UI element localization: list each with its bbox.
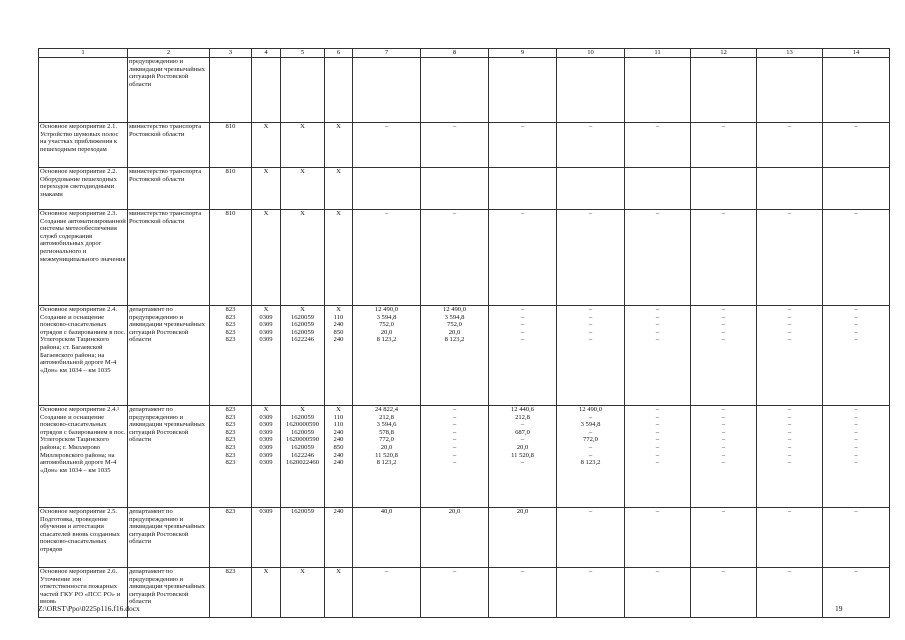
value-cell [557,568,625,618]
table-row [39,406,890,508]
budget-table-sheet [38,48,860,606]
value-cell-text: – [520,568,525,575]
value-cell [325,123,353,168]
value-cell [823,58,890,123]
value-cell-text: – [588,568,593,575]
value-cell [421,306,489,406]
value-cell [625,406,691,508]
value-cell-text: – [520,123,525,130]
column-number: 8 [421,49,489,58]
value-cell [757,168,823,210]
value-cell [210,306,252,406]
value-cell [691,168,757,210]
value-cell-text: 12 440,6 212,8 – 687,0 – 20,0 11 520,8 – [510,406,535,467]
value-cell [557,306,625,406]
value-cell [691,58,757,123]
value-cell-text: – [384,568,389,575]
column-number: 2 [128,49,210,58]
column-number: 4 [252,49,281,58]
activity-name-cell: Основное мероприятие 2.3. Создание автоматизированной системы метеообеспечения служб содержания автомобильных дорог регионального и межмуниципального значения [39,210,128,306]
value-cell-text: – – – – – – – – [452,406,457,467]
executor-cell: министерство транспорта Ростовской области [128,168,210,210]
value-cell-text: X [336,568,341,575]
value-cell [557,58,625,123]
value-cell [757,210,823,306]
value-cell-text: X [263,568,269,575]
value-cell [489,123,557,168]
value-cell [691,568,757,618]
value-cell [625,306,691,406]
value-cell [691,508,757,568]
value-cell [557,210,625,306]
value-cell [757,123,823,168]
value-cell-text: – [588,210,593,217]
activity-name-cell: Основное мероприятие 2.2. Оборудование пешеходных переходов светодиодными знаками [39,168,128,210]
value-cell [210,508,252,568]
value-cell [353,568,421,618]
table-row [39,58,890,123]
value-cell-text: – [721,123,726,130]
column-number: 9 [489,49,557,58]
value-cell [823,406,890,508]
value-cell [691,123,757,168]
value-cell [421,568,489,618]
value-cell-text: 20,0 [516,508,529,515]
value-cell-text: 240 [333,508,344,515]
value-cell-text: – [655,210,660,217]
value-cell-text: X [300,168,305,175]
value-cell [210,406,252,508]
value-cell [625,123,691,168]
value-cell-text: – – – – – [520,306,525,344]
value-cell [757,306,823,406]
value-cell-text: X [336,123,341,130]
value-cell-text: – [655,568,660,575]
value-cell [489,406,557,508]
value-cell [557,508,625,568]
value-cell-text: X 1620059 1620059 1620059 1622246 [290,306,315,344]
value-cell [252,406,281,508]
value-cell [489,306,557,406]
column-number: 6 [325,49,353,58]
table-row [39,168,890,210]
value-cell [281,508,325,568]
value-cell [210,210,252,306]
value-cell-text: – [787,508,792,515]
value-cell-text: X [300,123,305,130]
value-cell [281,568,325,618]
value-cell-text: – [787,123,792,130]
value-cell [625,168,691,210]
value-cell [210,568,252,618]
value-cell [353,58,421,123]
value-cell [252,123,281,168]
value-cell-text: – [854,123,858,130]
value-cell-text: X 110 240 850 240 [333,306,344,344]
column-number: 11 [625,49,691,58]
value-cell-text: 12 490,0 3 594,8 752,0 20,0 8 123,2 [374,306,399,344]
value-cell [281,168,325,210]
value-cell-text: X [263,210,269,217]
value-cell-text: – – – – – – – – [854,406,858,467]
executor-cell: министерство транспорта Ростовской области [128,123,210,168]
value-cell-text: X [263,168,269,175]
value-cell [252,168,281,210]
value-cell [691,406,757,508]
value-cell-text: – [452,123,457,130]
value-cell [757,568,823,618]
value-cell-text: – [787,210,792,217]
value-cell-text: – [854,568,858,575]
value-cell [489,210,557,306]
value-cell [489,508,557,568]
executor-cell: департамент по предупреждению и ликвидации чрезвычайных ситуаций Ростовской области [128,568,210,618]
value-cell [421,406,489,508]
value-cell [757,508,823,568]
value-cell-text: – – – – – [787,306,792,344]
value-cell [252,508,281,568]
value-cell [353,123,421,168]
value-cell-text: – [384,210,389,217]
column-number: 7 [353,49,421,58]
table-row [39,306,890,406]
value-cell [353,508,421,568]
value-cell [421,210,489,306]
value-cell-text: – [655,508,660,515]
value-cell-text: – [787,568,792,575]
value-cell [353,210,421,306]
value-cell-text: X [300,210,305,217]
value-cell-text: 40,0 [380,508,393,515]
value-cell-text: – [588,123,593,130]
executor-cell: департамент по предупреждению и ликвидации чрезвычайных ситуаций Ростовской области [128,306,210,406]
column-number: 14 [823,49,890,58]
value-cell-text: X 0309 0309 0309 0309 [259,306,273,344]
value-cell-text: 823 823 823 823 823 [225,306,236,344]
value-cell [625,568,691,618]
value-cell [325,406,353,508]
value-cell [252,568,281,618]
value-cell-text: X [263,123,269,130]
activity-name-cell: Основное мероприятие 2.4.¹ Создание и оснащение поисково-спасательных отрядов с базированием в пос. Углегорском Тацинского района; г. Миллерово Миллеровского района; на автомобильной дороге М-4 «Дон» км 1034 – км 1035 [39,406,128,508]
column-number: 5 [281,49,325,58]
value-cell-text: – [588,508,593,515]
executor-cell: департамент по предупреждению и ликвидации чрезвычайных ситуаций Ростовской области [128,406,210,508]
value-cell [823,568,890,618]
value-cell [823,306,890,406]
value-cell [823,210,890,306]
value-cell-text: – – – – – [655,306,660,344]
value-cell-text: – [721,508,726,515]
value-cell [252,306,281,406]
value-cell-text: – [721,210,726,217]
value-cell [823,123,890,168]
value-cell-text: – [384,123,389,130]
value-cell-text: 823 [225,568,236,575]
column-number: 1 [39,49,128,58]
value-cell-text: 1620059 [290,508,315,515]
value-cell [757,406,823,508]
value-cell [281,210,325,306]
value-cell-text: – – – – – [721,306,726,344]
value-cell [691,210,757,306]
value-cell-text: 810 [225,210,236,217]
value-cell [691,306,757,406]
executor-cell: департамент по предупреждению и ликвидации чрезвычайных ситуаций Ростовской области [128,508,210,568]
value-cell-text: X 1620059 1620000590 1620059 1620000590 1620059 1622246 1620022460 [286,406,319,467]
activity-name-cell: Основное мероприятие 2.1. Устройство шумовых полос на участках приближения к пешеходным переходам [39,123,128,168]
value-cell [625,508,691,568]
executor-cell: предупреждению и ликвидации чрезвычайных ситуаций Ростовской области [128,58,210,123]
value-cell-text: X 110 110 240 240 850 240 240 [333,406,344,467]
value-cell [489,568,557,618]
value-cell [325,210,353,306]
value-cell-text: – – – – – – – – [721,406,726,467]
value-cell-text: – – – – – [854,306,858,344]
value-cell [353,406,421,508]
value-cell-text: – [721,568,726,575]
value-cell-text: – [520,210,525,217]
value-cell-text: – [655,123,660,130]
value-cell-text: X [300,568,305,575]
value-cell-text: – [452,568,457,575]
value-cell [421,168,489,210]
table-row [39,568,890,618]
value-cell [325,168,353,210]
value-cell [281,58,325,123]
column-number: 12 [691,49,757,58]
value-cell [625,210,691,306]
value-cell-text: 12 490,0 – 3 594,8 – 772,0 – – 8 123,2 [578,406,603,467]
activity-name-cell: Основное мероприятие 2.4. Создание и оснащение поисково-спасательных отрядов с базированием в пос. Углегорском Тацинского района; ст. Багаевской Багаевского района; на автомобильной дороге М-4 «Дон» км 1034 – км 1035 [39,306,128,406]
value-cell-text: – [854,210,858,217]
value-cell [252,58,281,123]
value-cell [325,508,353,568]
value-cell [325,58,353,123]
page-number: 19 [835,604,843,613]
value-cell [210,58,252,123]
value-cell-text: 0309 [259,508,273,515]
value-cell [557,123,625,168]
table-row [39,210,890,306]
value-cell [325,306,353,406]
value-cell [421,58,489,123]
value-cell [489,168,557,210]
value-cell-text: 12 490,0 3 594,8 752,0 20,0 8 123,2 [442,306,467,344]
column-number-row [39,49,890,58]
value-cell-text: X 0309 0309 0309 0309 0309 0309 0309 [259,406,273,467]
value-cell [325,568,353,618]
table-row [39,123,890,168]
column-number: 13 [757,49,823,58]
value-cell [210,168,252,210]
footer-file-path: Z:\ORST\Ppo\0225p116.f16.docx [38,604,140,613]
value-cell-text: X [336,210,341,217]
column-number: 3 [210,49,252,58]
value-cell-text: – – – – – [588,306,593,344]
value-cell-text: 810 [225,123,236,130]
value-cell [823,168,890,210]
executor-cell: министерство транспорта Ростовской области [128,210,210,306]
value-cell-text: – [452,210,457,217]
value-cell-text: 823 [225,508,236,515]
value-cell [281,123,325,168]
activity-name-cell: Основное мероприятие 2.5. Подготовка, проведение обучения и аттестации спасателей вновь созданных поисково-спасательных отрядов [39,508,128,568]
activity-name-cell: Основное мероприятие 2.6. Уточнение зон ответственности пожарных частей ГКУ РО «ПСС РО» и вновь [39,568,128,618]
value-cell [557,406,625,508]
value-cell [557,168,625,210]
value-cell [625,58,691,123]
value-cell-text: 810 [225,168,236,175]
budget-table [38,48,890,618]
value-cell-text: 24 822,4 212,8 3 594,6 578,8 772,0 20,0 11 520,8 8 123,2 [374,406,399,467]
value-cell [757,58,823,123]
value-cell-text: X [336,168,341,175]
value-cell-text: – [854,508,858,515]
value-cell [252,210,281,306]
value-cell-text: 823 823 823 823 823 823 823 823 [225,406,236,467]
column-number: 10 [557,49,625,58]
value-cell [281,306,325,406]
value-cell [823,508,890,568]
value-cell [353,168,421,210]
value-cell [281,406,325,508]
value-cell [421,123,489,168]
value-cell-text: – – – – – – – – [787,406,792,467]
value-cell-text: 20,0 [448,508,461,515]
value-cell [421,508,489,568]
table-row [39,508,890,568]
activity-name-cell [39,58,128,123]
value-cell-text: – – – – – – – – [655,406,660,467]
value-cell [489,58,557,123]
value-cell [210,123,252,168]
value-cell [353,306,421,406]
